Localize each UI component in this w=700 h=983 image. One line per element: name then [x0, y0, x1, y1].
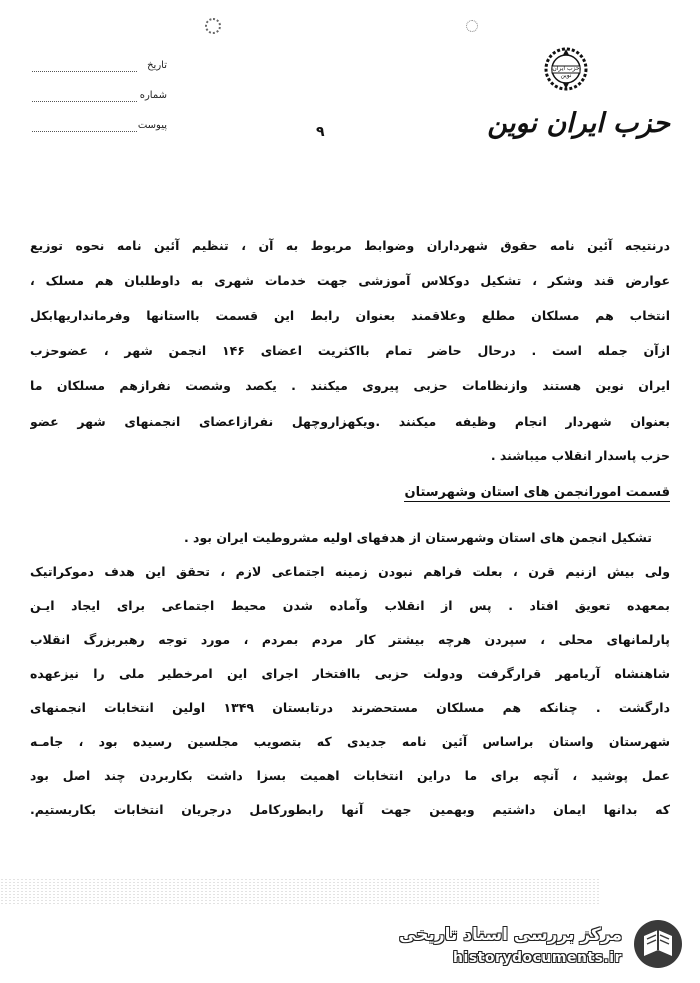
text-line: عوارض قند وشکر ، تشکیل دوکلاس آموزشی جهت خدمات شهری به داوطلبان هم مسلک ، — [30, 273, 670, 288]
scan-noise — [0, 878, 600, 906]
text-line: بعنوان شهردار انجام وظیفه میکنند .ویکهزاروچهل نفرازاعضای انجمنهای شهر عضو — [30, 414, 670, 429]
meta-number-line — [32, 101, 137, 102]
page-number: ۹ — [316, 124, 325, 140]
text-line: ازآن جمله است . درحال حاضر تمام بااکثریت اعضای ۱۴۶ انجمن شهر ، عضوحزب — [30, 343, 670, 358]
meta-date-label: تاریخ — [147, 60, 167, 71]
watermark-url[interactable]: historydocuments.ir — [453, 950, 622, 966]
text-line: درنتیجه آئین نامه حقوق شهرداران وضوابط مربوط به آن ، تنظیم آئین نامه نحوه توزیع — [30, 238, 670, 253]
section-heading: قسمت امورانجمن های استان وشهرستان — [404, 485, 670, 500]
meta-attachment-label: پیوست — [137, 120, 167, 131]
meta-date-line — [32, 71, 137, 72]
archive-book-icon — [632, 918, 684, 970]
watermark-title: مرکز بررسی اسناد تاریخی — [399, 925, 622, 945]
text-line: شاهنشاه آریامهر قرارگرفت ودولت حزبی باافتخار اجرای این امرخطیر ملی را نیزعهده — [30, 666, 670, 681]
text-line: که بدانها ایمان داشتیم وبهمین جهت آنها رابطورکامل درجریان انتخابات بکاربستیم. — [30, 802, 670, 817]
text-line: ایران نوین هستند وازنظامات حزبی پیروی میکنند . یکصد وشصت نفرازهم مسلکان ما — [30, 378, 670, 393]
text-line: دارگشت . چنانکه هم مسلکان مستحضرند درتابستان ۱۳۴۹ اولین انتخابات انجمنهای — [30, 700, 670, 715]
text-line: عمل پوشید ، آنچه برای ما دراین انتخابات اهمیت بسزا داشت بکاربردن چند اصل بود — [30, 768, 670, 783]
text-line: انتخاب هم مسلکان مطلع وعلاقمند بعنوان رابط این قسمت بااستانها وفرمانداریهابکل — [30, 308, 670, 323]
party-name: حزب ایران نوین — [487, 108, 670, 139]
stamp-mark — [205, 18, 221, 34]
stamp-mark-small — [466, 20, 478, 32]
meta-number-label: شماره — [139, 90, 167, 101]
meta-attachment — [32, 120, 167, 136]
text-line: شهرستان واستان براساس آئین نامه جدیدی که بتصویب مجلسین رسیده بود ، جامـه — [30, 734, 670, 749]
meta-date — [32, 60, 167, 76]
text-line: بمعهده تعویق افتاد . پس از انقلاب وآماده شدن محیط اجتماعی برای ایجاد ایـن — [30, 598, 670, 613]
text-line: ولی بیش ازنیم قرن ، بعلت فراهم نبودن زمینه اجتماعی لازم ، تحقق این هدف دموکراتیک — [30, 564, 670, 579]
meta-number — [32, 90, 167, 106]
text-line: تشکیل انجمن های استان وشهرستان از هدفهای اولیه مشروطیت ایران بود . — [183, 530, 652, 545]
text-line: پارلمانهای محلی ، سپردن هرچه بیشتر کار مردم بمردم ، مورد توجه رهبربزرگ انقلاب — [30, 632, 670, 647]
text-line: حزب پاسدار انقلاب میباشند . — [490, 448, 670, 463]
logo-label: حزب ایران نوین — [552, 65, 580, 79]
meta-attachment-line — [32, 131, 137, 132]
